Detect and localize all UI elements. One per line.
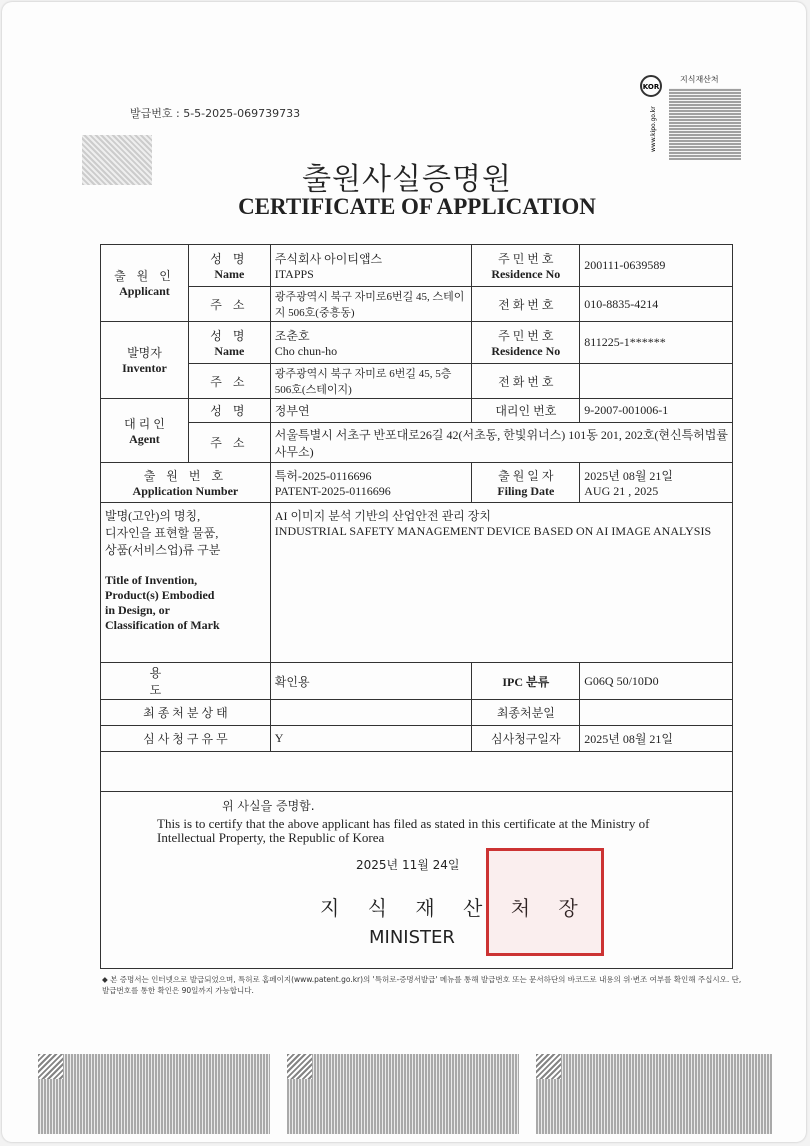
usage-label: 용 도 [101, 663, 271, 700]
applicant-addr-label: 주 소 [188, 287, 270, 322]
applicant-label: 출 원 인 Applicant [101, 245, 189, 322]
agent-label: 대 리 인 Agent [101, 399, 189, 463]
barcode-2 [287, 1054, 519, 1134]
agent-name: 정부연 [270, 399, 472, 423]
exam-date-label: 심사청구일자 [472, 726, 580, 752]
agent-num-label: 대리인 번호 [472, 399, 580, 423]
final-date-label: 최종처분일 [472, 700, 580, 726]
issue-number: 발급번호 : 5-5-2025-069739733 [130, 107, 301, 120]
title-english: CERTIFICATE OF APPLICATION [238, 194, 596, 219]
kor-label: 지식재산처 [680, 75, 719, 84]
app-num: 특허-2025-0116696 PATENT-2025-0116696 [270, 463, 472, 503]
certificate-table [100, 244, 733, 792]
filing-date-label: 출 원 일 자 Filing Date [472, 463, 580, 503]
agent-address: 서울특별시 서초구 반포대로26길 42(서초동, 한빛위너스) 101동 201, 202호(현신특허법률사무소) [270, 423, 732, 463]
agent-name-label: 성 명 [188, 399, 270, 423]
app-num-label: 출 원 번 호 Application Number [101, 463, 271, 503]
inventor-address: 광주광역시 북구 자미로 6번길 45, 5층 506호(스테이지) [270, 364, 472, 399]
certify-english: This is to certify that the above applicant has filed as stated in this certificate at the Ministry of Intellectual Property, the Republic of Korea [157, 816, 650, 845]
inventor-res-label: 주 민 번 호 Residence No [472, 322, 580, 364]
footer-note: ◆ 본 증명서는 인터넷으로 발급되었으며, 특허로 홈페이지(www.patent.go.kr)의 '특허로-증명서발급' 메뉴를 통해 발급번호 또는 문서하단의 바코드로 내용의 위·변조 여부를 확인해 주십시오. 단, 발급번호를 통한 확인은 90일까지 가능합니다. [102, 975, 742, 995]
applicant-phone: 010-8835-4214 [580, 287, 733, 322]
kor-seal-url: www.kipo.go.kr [650, 106, 657, 152]
applicant-res-label: 주 민 번 호 Residence No [472, 245, 580, 287]
certify-korean: 위 사실을 증명함. [222, 799, 315, 813]
minister-label: MINISTER [369, 927, 455, 948]
official-seal-stamp [486, 848, 604, 956]
barcode-3 [536, 1054, 772, 1134]
inventor-res-no: 811225-1****** [580, 322, 733, 364]
certificate-page [2, 2, 806, 1142]
usage-value: 확인용 [270, 663, 472, 700]
applicant-name-label: 성 명 Name [188, 245, 270, 287]
applicant-name: 주식회사 아이티앱스 ITAPPS [270, 245, 472, 287]
inventor-phone-label: 전 화 번 호 [472, 364, 580, 399]
filing-date: 2025년 08월 21일 AUG 21 , 2025 [580, 463, 733, 503]
ipc-label: IPC 분류 [472, 663, 580, 700]
final-status-value [270, 700, 472, 726]
agent-num: 9-2007-001006-1 [580, 399, 733, 423]
qr-code-top [669, 88, 741, 160]
agency-name: 지 식 재 산 처 장 [320, 896, 589, 920]
applicant-res-no: 200111-0639589 [580, 245, 733, 287]
barcode-1 [38, 1054, 270, 1134]
title-korean: 출원사실증명원 [302, 162, 512, 197]
title-field-label: 발명(고안)의 명칭, 디자인을 표현할 물품, 상품(서비스업)류 구분 Title of Invention, Product(s) Embodied in Design, or Classification of Mark [101, 503, 271, 663]
applicant-address: 광주광역시 북구 자미로6번길 45, 스테이지 506호(중흥동) [270, 287, 472, 322]
final-date-value [580, 700, 733, 726]
agent-addr-label: 주 소 [188, 423, 270, 463]
kor-seal-icon [635, 74, 667, 154]
svg-text:KOR: KOR [642, 83, 660, 91]
inventor-label: 발명자 Inventor [101, 322, 189, 399]
issue-date: 2025년 11월 24일 [356, 858, 460, 872]
inventor-name: 조춘호 Cho chun-ho [270, 322, 472, 364]
final-status-label: 최 종 처 분 상 태 [101, 700, 271, 726]
exam-value: Y [270, 726, 472, 752]
inventor-phone [580, 364, 733, 399]
inventor-name-label: 성 명 Name [188, 322, 270, 364]
exam-date-value: 2025년 08월 21일 [580, 726, 733, 752]
inventor-addr-label: 주 소 [188, 364, 270, 399]
ipc-value: G06Q 50/10D0 [580, 663, 733, 700]
applicant-phone-label: 전 화 번 호 [472, 287, 580, 322]
exam-label: 심 사 청 구 유 무 [101, 726, 271, 752]
title-field-value: AI 이미지 분석 기반의 산업안전 관리 장치 INDUSTRIAL SAFETY MANAGEMENT DEVICE BASED ON AI IMAGE ANALYSIS [270, 503, 732, 663]
